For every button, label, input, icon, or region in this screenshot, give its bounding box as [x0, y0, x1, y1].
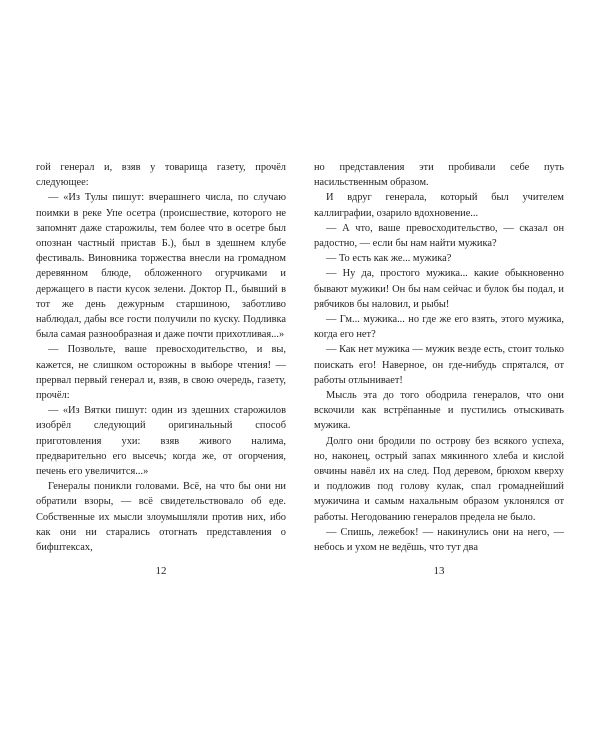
- paragraph: — Гм... мужика... но где же его взять, этого мужика, когда его нет?: [314, 314, 564, 341]
- paragraph: Долго они бродили по острову без всякого успеха, но, наконец, острый запах мякинного хлеба и кислой овчины навёл их на след. Под деревом, брюхом кверху и подложив под голову кулак, спал громаднейший мужичина и самым нахальным образом уклонялся от работы. Негодованию генералов предела не было.: [314, 435, 564, 523]
- paragraph: — Как нет мужика — мужик везде есть, стоит только поискать его! Наверное, он где-нибудь спрятался, от работы отлынивает!: [314, 344, 564, 386]
- paragraph: Мысль эта до того ободрила генералов, что они вскочили как встрёпанные и пустились отыскивать мужика.: [314, 390, 564, 432]
- paragraph: гой генерал и, взяв у товарища газету, прочёл следующее:: [36, 162, 286, 189]
- paragraph: — «Из Тулы пишут: вчерашнего числа, по случаю поимки в реке Упе осетра (происшествие, которого не запомнят даже старожилы, тем более что в осетре был опознан частный пристав Б.), был в здешнем клубе фестиваль. Виновника торжества внесли на громадном деревянном блюде, обложенного огурчиками и держащего в пасти кусок зелени. Доктор П., бывший в тот же день дежурным старшиною, заботливо наблюдал, дабы все гости получили по куску. Подливка была самая разнообразная и даже почти прихотливая...»: [36, 192, 286, 341]
- paragraph: — То есть как же... мужика?: [326, 253, 452, 265]
- paragraph: — Ну да, простого мужика... какие обыкновенно бывают мужики! Он бы нам сейчас и булок бы подал, и рябчиков бы наловил, и рыбы!: [314, 268, 564, 310]
- paragraph: Генералы поникли головами. Всё, на что бы они ни обратили взоры, — всё свидетельствовало об еде. Собственные их мысли злоумышляли против них, ибо как они ни старались отогнать представления о бифштексах,: [36, 481, 286, 554]
- paragraph: И вдруг генерала, который был учителем каллиграфии, озарило вдохновение...: [314, 192, 564, 219]
- paragraph: — А что, ваше превосходительство, — сказал он радостно, — если бы нам найти мужика?: [314, 222, 564, 250]
- right-page: [314, 160, 564, 555]
- left-page: [36, 160, 286, 555]
- paragraph: но представления эти пробивали себе путь насильственным образом.: [314, 162, 564, 189]
- paragraph: — «Из Вятки пишут: один из здешних старожилов изобрёл следующий оригинальный способ приготовления ухи: взяв живого налима, предварительно его высечь; когда же, от огорчения, печень его увеличится...»: [36, 405, 286, 478]
- paragraph: — Позвольте, ваше превосходительство, и вы, кажется, не слишком осторожны в выборе чтения! — прервал первый генерал и, взяв, в свою очередь, газету, прочёл:: [36, 344, 286, 402]
- paragraph: — Спишь, лежебок! — накинулись они на него, — небось и ухом не ведёшь, что тут два: [314, 526, 564, 554]
- page-number-right: 13: [433, 565, 445, 577]
- page-number-left: 12: [155, 565, 167, 577]
